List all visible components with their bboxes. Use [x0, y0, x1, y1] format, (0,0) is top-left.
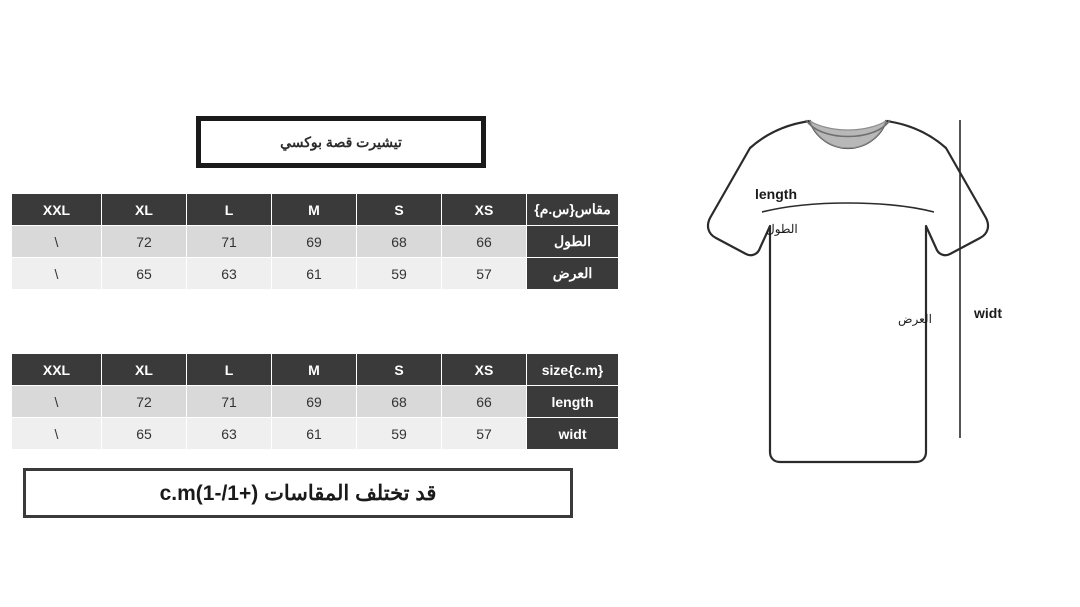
diagram-label-length-en: length — [755, 186, 797, 202]
table-cell: 69 — [272, 386, 357, 418]
table-header-cell: L — [187, 194, 272, 226]
table-cell: 72 — [102, 226, 187, 258]
table-header-cell: M — [272, 194, 357, 226]
tolerance-note-text: قد تختلف المقاسات (+1/-1)c.m — [159, 481, 437, 505]
table-header-row — [12, 354, 619, 386]
table-cell: 71 — [187, 386, 272, 418]
table-header-cell: size{c.m} — [527, 354, 619, 386]
table-header-cell: XS — [442, 194, 527, 226]
table-row — [12, 258, 619, 290]
diagram-label-width-ar: العرض — [898, 312, 932, 326]
tolerance-note-box — [23, 468, 573, 518]
table-cell: 59 — [357, 258, 442, 290]
table-cell: 69 — [272, 226, 357, 258]
page-title: تيشيرت قصة بوكسي — [280, 133, 402, 150]
table-row — [12, 386, 619, 418]
table-header-cell: XL — [102, 194, 187, 226]
diagram-label-width-en: widt — [974, 305, 1002, 321]
size-table-arabic — [11, 193, 619, 290]
table-header-cell: XL — [102, 354, 187, 386]
table-header-row — [12, 194, 619, 226]
table-cell: 61 — [272, 418, 357, 450]
table-row — [12, 418, 619, 450]
table-cell: 72 — [102, 386, 187, 418]
table-cell: 63 — [187, 418, 272, 450]
table-cell: 66 — [442, 226, 527, 258]
table-cell: \ — [12, 386, 102, 418]
table-header-cell: S — [357, 354, 442, 386]
table-header-cell: M — [272, 354, 357, 386]
table-row-label: الطول — [527, 226, 619, 258]
table-cell: 65 — [102, 418, 187, 450]
table-cell: 59 — [357, 418, 442, 450]
table-header-cell: S — [357, 194, 442, 226]
table-cell: 63 — [187, 258, 272, 290]
table-header-cell: L — [187, 354, 272, 386]
table-row — [12, 226, 619, 258]
tshirt-diagram-icon — [620, 100, 1070, 500]
table-header-cell: مقاس{س.م} — [527, 194, 619, 226]
table-row-label: العرض — [527, 258, 619, 290]
table-cell: 57 — [442, 418, 527, 450]
table-header-cell: XXL — [12, 354, 102, 386]
table-header-cell: XS — [442, 354, 527, 386]
table-row-label: length — [527, 386, 619, 418]
table-cell: 68 — [357, 226, 442, 258]
table-cell: \ — [12, 226, 102, 258]
table-cell: 68 — [357, 386, 442, 418]
table-header-cell: XXL — [12, 194, 102, 226]
diagram-label-length-ar: الطول — [766, 222, 798, 236]
table-cell: 61 — [272, 258, 357, 290]
table-cell: \ — [12, 258, 102, 290]
table-cell: 66 — [442, 386, 527, 418]
table-cell: 65 — [102, 258, 187, 290]
chart-title-box — [196, 116, 486, 168]
table-row-label: widt — [527, 418, 619, 450]
size-table-english — [11, 353, 619, 450]
table-cell: 71 — [187, 226, 272, 258]
table-cell: 57 — [442, 258, 527, 290]
table-cell: \ — [12, 418, 102, 450]
